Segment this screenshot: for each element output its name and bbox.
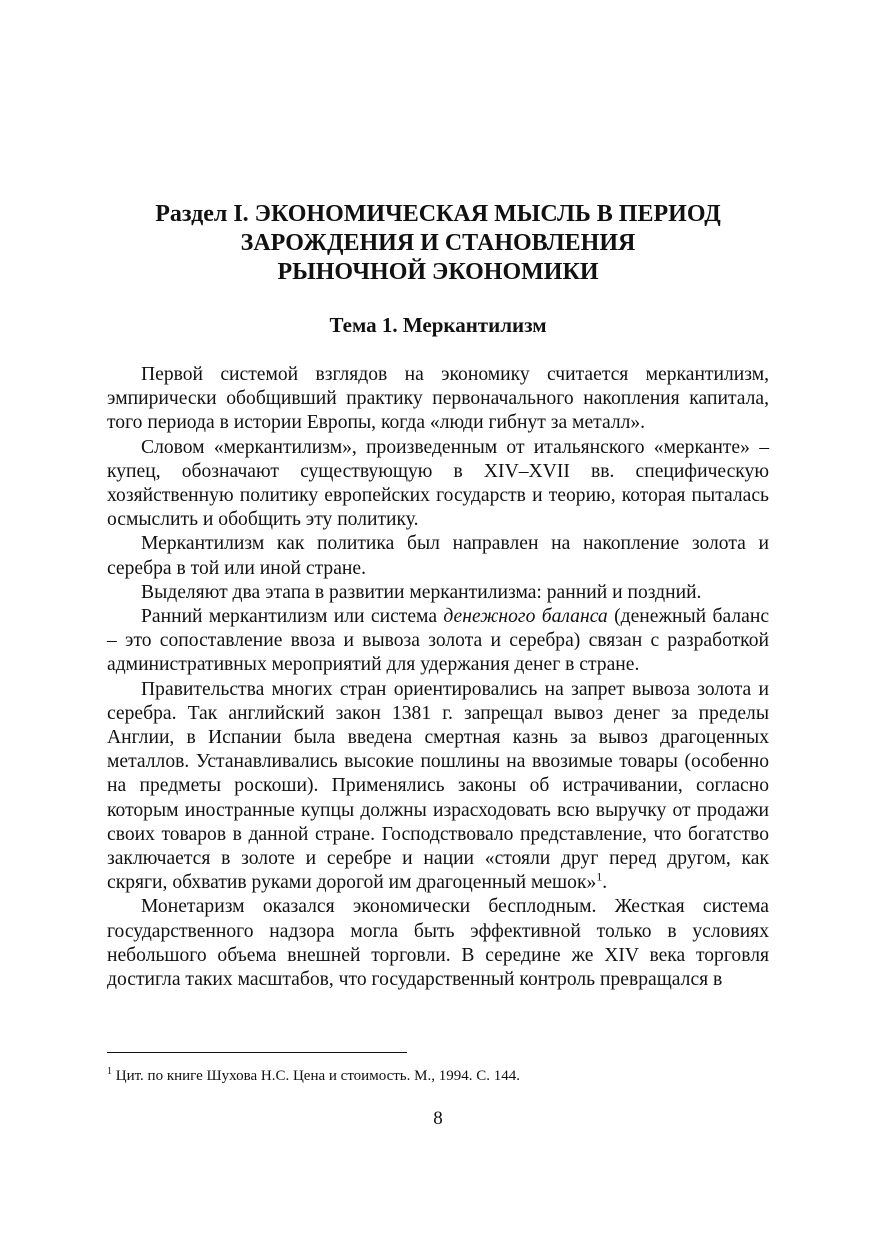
section-heading-line: ЗАРОЖДЕНИЯ И СТАНОВЛЕНИЯ xyxy=(240,230,636,256)
footnote-divider xyxy=(107,1052,407,1053)
body-text xyxy=(107,363,769,992)
footnote-marker: 1 xyxy=(107,1066,112,1077)
section-heading-line: РЫНОЧНОЙ ЭКОНОМИКИ xyxy=(277,259,599,285)
section-heading xyxy=(105,200,771,287)
paragraph-text: (денежный баланс – это сопоставление ввоза и вывоза золота и серебра) связан с разработкой административных мероприятий для удержания денег в стране. xyxy=(107,606,770,676)
page-number: 8 xyxy=(433,1108,443,1129)
paragraph-text: Ранний меркантилизм или система xyxy=(141,606,444,628)
topic-heading: Тема 1. Меркантилизм xyxy=(329,313,547,337)
paragraph-text: . xyxy=(602,872,608,894)
paragraph: Монетаризм оказался экономически бесплодным. Жесткая система государственного надзора могла быть эффективной только в условиях небольшого объема внешней торговли. В середине же XIV века торговля достигла таких масштабов, что государственный контроль превращался в xyxy=(107,896,769,991)
footnote-reference[interactable]: 1 xyxy=(596,869,603,884)
paragraph-text: Правительства многих стран ориентировались на запрет вывоза золота и серебра. Так английский закон 1381 г. запрещал вывоз денег за пределы Англии, в Испании была введена смертная казнь за вывоз драгоценных металлов. Устанавливались высокие пошлины на ввозимые товары (особенно на предметы роскоши). Применялись законы об истрачивании, согласно которым иностранные купцы должны израсходовать всю выручку от продажи своих товаров в данной стране. Господствовало представление, что богатство заключается в золоте и серебре и нации «стояли друг перед другом, как скряги, обхватив руками дорогой им драгоценный мешок» xyxy=(107,678,769,894)
emphasized-term: денежного баланса xyxy=(443,606,608,628)
paragraph: Словом «меркантилизм», произведенным от итальянского «мерканте» – купец, обозначают существующую в XIV–XVII вв. специфическую хозяйственную политику европейских государств и теорию, которая пыталась осмыслить и обобщить эту политику. xyxy=(107,436,769,531)
paragraph xyxy=(107,678,769,896)
section-heading-line: Раздел I. ЭКОНОМИЧЕСКАЯ МЫСЛЬ В ПЕРИОД xyxy=(155,201,721,227)
paragraph xyxy=(107,605,769,678)
footnote xyxy=(107,1067,769,1085)
paragraph: Первой системой взглядов на экономику считается меркантилизм, эмпирически обобщивший практику первоначального накопления капитала, того периода в истории Европы, когда «люди гибнут за металл». xyxy=(107,364,769,434)
footnote-text: Цит. по книге Шухова Н.С. Цена и стоимость. М., 1994. С. 144. xyxy=(112,1068,520,1084)
paragraph: Меркантилизм как политика был направлен на накопление золота и серебра в той или иной стране. xyxy=(107,533,769,579)
paragraph: Выделяют два этапа в развитии меркантилизма: ранний и поздний. xyxy=(141,581,702,603)
